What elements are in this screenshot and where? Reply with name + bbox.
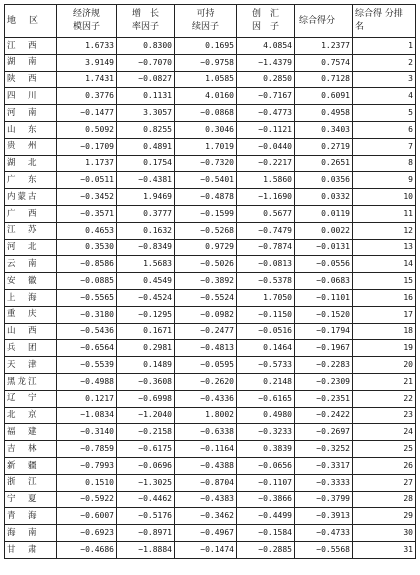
cell-region: 兵 团: [5, 340, 57, 357]
header-region: [5, 5, 57, 38]
cell-innovation: −0.7479: [237, 222, 295, 239]
cell-sustainable: −0.1599: [175, 205, 237, 222]
cell-innovation: −0.2217: [237, 155, 295, 172]
table-row: [5, 289, 416, 306]
cell-composite-score: 0.0022: [295, 222, 353, 239]
cell-growth-rate: −0.5176: [117, 508, 175, 525]
cell-innovation: −0.0516: [237, 323, 295, 340]
cell-composite-score: 0.6091: [295, 88, 353, 105]
header-sustainable-line1: 可持: [196, 9, 215, 19]
cell-composite-score: −0.0556: [295, 256, 353, 273]
cell-economic-scale: −1.0834: [57, 407, 117, 424]
cell-composite-score: −0.1101: [295, 289, 353, 306]
cell-region: 甘 肃: [5, 541, 57, 558]
cell-composite-score: 0.0332: [295, 189, 353, 206]
cell-sustainable: −0.2477: [175, 323, 237, 340]
cell-sustainable: −0.2620: [175, 373, 237, 390]
cell-innovation: −1.4379: [237, 54, 295, 71]
table-row: [5, 306, 416, 323]
cell-economic-scale: −0.8586: [57, 256, 117, 273]
header-composite-score-label: 综合得分: [299, 15, 336, 26]
cell-sustainable: −0.9758: [175, 54, 237, 71]
header-row: [5, 5, 416, 38]
cell-sustainable: 1.0585: [175, 71, 237, 88]
cell-sustainable: −0.4383: [175, 491, 237, 508]
cell-innovation: −0.3233: [237, 424, 295, 441]
cell-composite-rank: 5: [353, 105, 416, 122]
cell-sustainable: 1.8002: [175, 407, 237, 424]
cell-region: 广 西: [5, 205, 57, 222]
cell-growth-rate: −0.6998: [117, 390, 175, 407]
header-growth-rate-line2: 率因子: [131, 22, 159, 32]
cell-sustainable: 4.0160: [175, 88, 237, 105]
cell-economic-scale: 0.4653: [57, 222, 117, 239]
cell-growth-rate: −1.3025: [117, 474, 175, 491]
cell-sustainable: 0.3046: [175, 121, 237, 138]
cell-economic-scale: −0.4988: [57, 373, 117, 390]
cell-growth-rate: −0.4381: [117, 172, 175, 189]
table-row: [5, 105, 416, 122]
cell-region: 吉 林: [5, 441, 57, 458]
table-row: [5, 474, 416, 491]
cell-economic-scale: 0.3776: [57, 88, 117, 105]
cell-composite-rank: 7: [353, 138, 416, 155]
cell-region: 天 津: [5, 357, 57, 374]
cell-region: 浙 江: [5, 474, 57, 491]
cell-composite-rank: 6: [353, 121, 416, 138]
cell-composite-score: −0.1520: [295, 306, 353, 323]
cell-economic-scale: −0.3180: [57, 306, 117, 323]
cell-composite-rank: 9: [353, 172, 416, 189]
cell-sustainable: −0.4388: [175, 457, 237, 474]
cell-growth-rate: −0.0696: [117, 457, 175, 474]
cell-economic-scale: −0.6923: [57, 525, 117, 542]
cell-region: 河 南: [5, 105, 57, 122]
cell-composite-rank: 11: [353, 205, 416, 222]
cell-region: 内蒙古: [5, 189, 57, 206]
cell-region: 北 京: [5, 407, 57, 424]
header-economic-scale-line1: 经济规: [72, 9, 100, 19]
cell-sustainable: −0.0595: [175, 357, 237, 374]
cell-economic-scale: −0.0511: [57, 172, 117, 189]
cell-growth-rate: −1.8884: [117, 541, 175, 558]
table-row: [5, 71, 416, 88]
cell-innovation: −0.5378: [237, 273, 295, 290]
cell-composite-score: −0.3913: [295, 508, 353, 525]
cell-economic-scale: −0.3452: [57, 189, 117, 206]
table-row: [5, 239, 416, 256]
cell-sustainable: −0.5268: [175, 222, 237, 239]
cell-composite-score: 0.0356: [295, 172, 353, 189]
cell-composite-score: −0.2309: [295, 373, 353, 390]
cell-sustainable: −0.4813: [175, 340, 237, 357]
cell-composite-rank: 29: [353, 508, 416, 525]
cell-innovation: −0.6165: [237, 390, 295, 407]
cell-sustainable: −0.1474: [175, 541, 237, 558]
header-economic-scale: [57, 5, 117, 38]
table-row: [5, 525, 416, 542]
cell-innovation: 0.4980: [237, 407, 295, 424]
table-row: [5, 189, 416, 206]
cell-growth-rate: −1.2040: [117, 407, 175, 424]
header-innovation-line1: 创 汇: [251, 9, 279, 19]
cell-economic-scale: −0.5436: [57, 323, 117, 340]
table-row: [5, 172, 416, 189]
cell-region: 云 南: [5, 256, 57, 273]
cell-innovation: −0.2885: [237, 541, 295, 558]
header-innovation: [237, 5, 295, 38]
cell-composite-rank: 22: [353, 390, 416, 407]
cell-innovation: −0.4773: [237, 105, 295, 122]
header-growth-rate: [117, 5, 175, 38]
cell-composite-score: 0.0119: [295, 205, 353, 222]
header-composite-rank-line2: 名: [355, 22, 365, 32]
header-composite-score: [295, 5, 353, 38]
cell-growth-rate: 0.1131: [117, 88, 175, 105]
cell-growth-rate: 0.3777: [117, 205, 175, 222]
cell-composite-score: −0.1794: [295, 323, 353, 340]
cell-composite-rank: 1: [353, 38, 416, 55]
header-economic-scale-line2: 模因子: [72, 22, 100, 32]
table-row: [5, 205, 416, 222]
table-body: [5, 38, 416, 559]
cell-region: 新 疆: [5, 457, 57, 474]
cell-economic-scale: 0.1510: [57, 474, 117, 491]
cell-composite-rank: 28: [353, 491, 416, 508]
cell-growth-rate: −0.4462: [117, 491, 175, 508]
cell-economic-scale: −0.5565: [57, 289, 117, 306]
cell-region: 海 南: [5, 525, 57, 542]
cell-composite-score: 0.4958: [295, 105, 353, 122]
factor-score-table: [4, 4, 416, 559]
header-sustainable-line2: 续因子: [191, 22, 219, 32]
cell-innovation: −0.0656: [237, 457, 295, 474]
cell-region: 湖 南: [5, 54, 57, 71]
cell-innovation: −0.1121: [237, 121, 295, 138]
cell-innovation: −0.1107: [237, 474, 295, 491]
cell-composite-rank: 17: [353, 306, 416, 323]
cell-economic-scale: 0.1217: [57, 390, 117, 407]
cell-growth-rate: −0.6175: [117, 441, 175, 458]
header-composite-rank-line1: 综合得 分排: [355, 9, 403, 19]
cell-composite-score: −0.3333: [295, 474, 353, 491]
cell-economic-scale: 1.1737: [57, 155, 117, 172]
cell-region: 黑龙江: [5, 373, 57, 390]
cell-region: 江 西: [5, 38, 57, 55]
cell-growth-rate: 3.3057: [117, 105, 175, 122]
cell-region: 广 东: [5, 172, 57, 189]
cell-innovation: −0.0440: [237, 138, 295, 155]
cell-composite-rank: 21: [353, 373, 416, 390]
cell-composite-rank: 3: [353, 71, 416, 88]
header-innovation-line2: 因 子: [251, 22, 279, 32]
table-row: [5, 508, 416, 525]
cell-growth-rate: −0.0827: [117, 71, 175, 88]
cell-innovation: −0.5733: [237, 357, 295, 374]
cell-sustainable: 0.9729: [175, 239, 237, 256]
cell-composite-rank: 30: [353, 525, 416, 542]
cell-composite-rank: 27: [353, 474, 416, 491]
cell-region: 福 建: [5, 424, 57, 441]
cell-growth-rate: 0.1632: [117, 222, 175, 239]
cell-sustainable: −0.3892: [175, 273, 237, 290]
table-row: [5, 256, 416, 273]
table-header: [5, 5, 416, 38]
cell-composite-score: −0.5568: [295, 541, 353, 558]
cell-composite-score: −0.2697: [295, 424, 353, 441]
header-sustainable: [175, 5, 237, 38]
cell-sustainable: −0.5401: [175, 172, 237, 189]
table-row: [5, 138, 416, 155]
cell-composite-score: 0.7574: [295, 54, 353, 71]
cell-composite-rank: 26: [353, 457, 416, 474]
header-composite-rank: [353, 5, 416, 38]
table-row: [5, 323, 416, 340]
cell-economic-scale: −0.6007: [57, 508, 117, 525]
cell-innovation: −0.3866: [237, 491, 295, 508]
cell-composite-rank: 25: [353, 441, 416, 458]
table-row: [5, 121, 416, 138]
cell-sustainable: −0.5524: [175, 289, 237, 306]
cell-composite-score: −0.1967: [295, 340, 353, 357]
cell-innovation: 0.3839: [237, 441, 295, 458]
cell-composite-score: −0.3317: [295, 457, 353, 474]
cell-economic-scale: −0.7993: [57, 457, 117, 474]
cell-composite-score: −0.0683: [295, 273, 353, 290]
cell-composite-rank: 19: [353, 340, 416, 357]
cell-economic-scale: −0.3571: [57, 205, 117, 222]
cell-innovation: −0.7167: [237, 88, 295, 105]
table-row: [5, 340, 416, 357]
cell-sustainable: −0.1164: [175, 441, 237, 458]
cell-growth-rate: −0.7070: [117, 54, 175, 71]
cell-innovation: 0.2148: [237, 373, 295, 390]
cell-composite-score: 0.2719: [295, 138, 353, 155]
cell-composite-rank: 2: [353, 54, 416, 71]
cell-economic-scale: 0.3530: [57, 239, 117, 256]
cell-economic-scale: −0.6564: [57, 340, 117, 357]
cell-growth-rate: 0.1489: [117, 357, 175, 374]
cell-growth-rate: 0.8255: [117, 121, 175, 138]
cell-innovation: 0.5677: [237, 205, 295, 222]
cell-composite-rank: 12: [353, 222, 416, 239]
cell-innovation: −0.4499: [237, 508, 295, 525]
cell-region: 上 海: [5, 289, 57, 306]
table-row: [5, 541, 416, 558]
cell-composite-score: 1.2377: [295, 38, 353, 55]
cell-sustainable: −0.6338: [175, 424, 237, 441]
cell-composite-rank: 10: [353, 189, 416, 206]
cell-composite-rank: 24: [353, 424, 416, 441]
cell-composite-rank: 16: [353, 289, 416, 306]
table-row: [5, 357, 416, 374]
cell-growth-rate: 1.9469: [117, 189, 175, 206]
cell-sustainable: −0.0868: [175, 105, 237, 122]
cell-innovation: 4.0854: [237, 38, 295, 55]
cell-economic-scale: −0.7859: [57, 441, 117, 458]
cell-region: 宁 夏: [5, 491, 57, 508]
cell-innovation: −0.1150: [237, 306, 295, 323]
cell-economic-scale: 1.6733: [57, 38, 117, 55]
cell-composite-rank: 20: [353, 357, 416, 374]
cell-economic-scale: 3.9149: [57, 54, 117, 71]
cell-region: 山 东: [5, 121, 57, 138]
cell-sustainable: −0.5026: [175, 256, 237, 273]
cell-region: 贵 州: [5, 138, 57, 155]
cell-composite-score: 0.3403: [295, 121, 353, 138]
table-row: [5, 38, 416, 55]
cell-composite-rank: 8: [353, 155, 416, 172]
cell-growth-rate: 1.5683: [117, 256, 175, 273]
cell-composite-rank: 4: [353, 88, 416, 105]
document-page: [4, 4, 415, 559]
cell-composite-rank: 13: [353, 239, 416, 256]
cell-sustainable: 0.1695: [175, 38, 237, 55]
cell-region: 河 北: [5, 239, 57, 256]
cell-composite-rank: 18: [353, 323, 416, 340]
table-row: [5, 457, 416, 474]
cell-economic-scale: −0.0885: [57, 273, 117, 290]
cell-growth-rate: −0.4524: [117, 289, 175, 306]
cell-region: 安 徽: [5, 273, 57, 290]
cell-innovation: −0.1584: [237, 525, 295, 542]
cell-innovation: −0.7874: [237, 239, 295, 256]
cell-sustainable: −0.3462: [175, 508, 237, 525]
cell-growth-rate: −0.8349: [117, 239, 175, 256]
table-row: [5, 155, 416, 172]
cell-sustainable: −0.4336: [175, 390, 237, 407]
cell-growth-rate: 0.4891: [117, 138, 175, 155]
cell-composite-rank: 23: [353, 407, 416, 424]
cell-economic-scale: −0.5539: [57, 357, 117, 374]
cell-composite-score: 0.2651: [295, 155, 353, 172]
cell-innovation: 1.7050: [237, 289, 295, 306]
cell-growth-rate: 0.8300: [117, 38, 175, 55]
cell-region: 山 西: [5, 323, 57, 340]
cell-growth-rate: −0.1295: [117, 306, 175, 323]
cell-composite-score: −0.2283: [295, 357, 353, 374]
cell-composite-score: 0.7128: [295, 71, 353, 88]
cell-composite-score: −0.2351: [295, 390, 353, 407]
cell-sustainable: −0.0982: [175, 306, 237, 323]
cell-growth-rate: −0.8971: [117, 525, 175, 542]
cell-region: 青 海: [5, 508, 57, 525]
cell-region: 四 川: [5, 88, 57, 105]
cell-sustainable: −0.4878: [175, 189, 237, 206]
cell-innovation: 1.5860: [237, 172, 295, 189]
table-row: [5, 441, 416, 458]
cell-innovation: 0.2850: [237, 71, 295, 88]
cell-economic-scale: −0.1709: [57, 138, 117, 155]
cell-composite-rank: 31: [353, 541, 416, 558]
cell-sustainable: −0.7320: [175, 155, 237, 172]
cell-composite-rank: 15: [353, 273, 416, 290]
cell-sustainable: −0.8704: [175, 474, 237, 491]
cell-region: 湖 北: [5, 155, 57, 172]
cell-composite-rank: 14: [353, 256, 416, 273]
cell-composite-score: −0.2422: [295, 407, 353, 424]
cell-innovation: −1.1690: [237, 189, 295, 206]
cell-region: 江 苏: [5, 222, 57, 239]
table-row: [5, 273, 416, 290]
cell-economic-scale: −0.3140: [57, 424, 117, 441]
cell-sustainable: 1.7019: [175, 138, 237, 155]
cell-composite-score: −0.4733: [295, 525, 353, 542]
table-row: [5, 424, 416, 441]
cell-economic-scale: 1.7431: [57, 71, 117, 88]
cell-innovation: −0.0813: [237, 256, 295, 273]
cell-economic-scale: −0.4686: [57, 541, 117, 558]
cell-composite-score: −0.3799: [295, 491, 353, 508]
table-row: [5, 373, 416, 390]
cell-economic-scale: 0.5092: [57, 121, 117, 138]
cell-growth-rate: 0.4549: [117, 273, 175, 290]
cell-region: 辽 宁: [5, 390, 57, 407]
cell-composite-score: −0.0131: [295, 239, 353, 256]
cell-growth-rate: −0.3608: [117, 373, 175, 390]
cell-economic-scale: −0.5922: [57, 491, 117, 508]
cell-region: 重 庆: [5, 306, 57, 323]
table-row: [5, 54, 416, 71]
header-region-label: 地 区: [7, 15, 41, 26]
table-row: [5, 491, 416, 508]
table-row: [5, 88, 416, 105]
cell-innovation: 0.1464: [237, 340, 295, 357]
cell-growth-rate: 0.1754: [117, 155, 175, 172]
cell-growth-rate: −0.2158: [117, 424, 175, 441]
table-row: [5, 407, 416, 424]
header-growth-rate-line1: 增 长: [131, 9, 159, 19]
cell-growth-rate: 0.2981: [117, 340, 175, 357]
table-row: [5, 390, 416, 407]
cell-economic-scale: −0.1477: [57, 105, 117, 122]
cell-region: 陕 西: [5, 71, 57, 88]
cell-sustainable: −0.4967: [175, 525, 237, 542]
cell-composite-score: −0.3252: [295, 441, 353, 458]
table-row: [5, 222, 416, 239]
cell-growth-rate: 0.1671: [117, 323, 175, 340]
